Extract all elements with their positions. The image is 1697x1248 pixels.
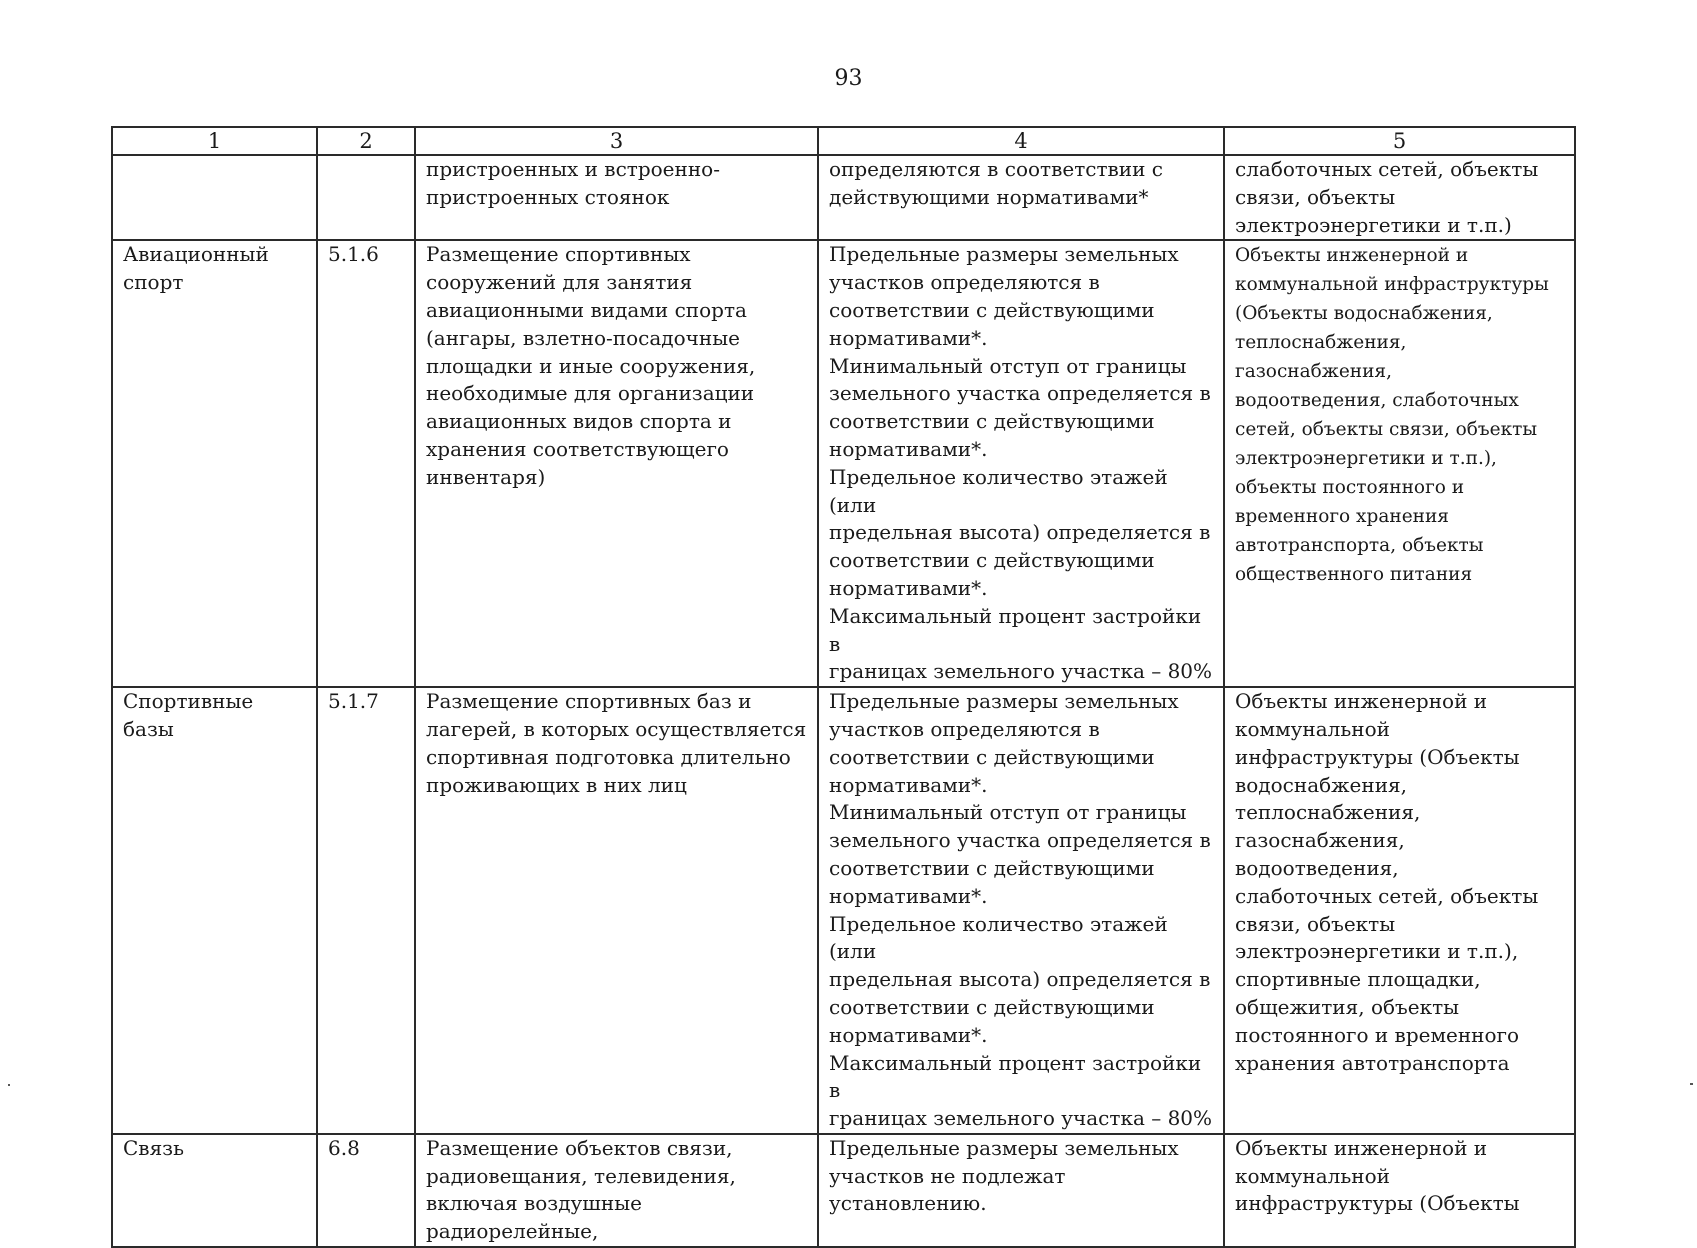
use-description-cell: Размещение объектов связи, радиовещания, телевидения, включая воздушные радиорелейные, [415,1134,818,1247]
use-description-cell: пристроенных и встроенно- пристроенных стоянок [415,155,818,240]
parameters-cell: Предельные размеры земельных участков определяются в соответствии с действующими нормативами*. Минимальный отступ от границы земельного участка определяется в соответствии с действующими нормативами*. Предельное количество этажей (или предельная высота) определяется в соответствии с действующими нормативами*. Максимальный процент застройки в границах земельного участка – 80% [818,240,1224,687]
parameters-cell: Предельные размеры земельных участков не подлежат установлению. [818,1134,1224,1247]
column-header-5: 5 [1224,127,1575,155]
land-use-table [111,126,1576,1248]
use-code-cell: 5.1.7 [317,687,415,1134]
use-code-cell: 6.8 [317,1134,415,1247]
use-name-cell: Авиационный спорт [112,240,317,687]
use-code-cell [317,155,415,240]
parameters-cell: определяются в соответствии с действующими нормативами* [818,155,1224,240]
use-description-cell: Размещение спортивных сооружений для занятия авиационными видами спорта (ангары, взлетно-посадочные площадки и иные сооружения, необходимые для организации авиационных видов спорта и хранения соответствующего инвентаря) [415,240,818,687]
column-header-2: 2 [317,127,415,155]
use-name-cell [112,155,317,240]
auxiliary-uses-cell: Объекты инженерной и коммунальной инфраструктуры (Объекты водоснабжения, теплоснабжения, газоснабжения, водоотведения, слаботочных сетей, объекты связи, объекты электроэнергетики и т.п.), объекты постоянного и временного хранения автотранспорта, объекты общественного питания [1224,240,1575,687]
table-row [112,240,1575,687]
auxiliary-uses-cell: Объекты инженерной и коммунальной инфраструктуры (Объекты водоснабжения, теплоснабжения, газоснабжения, водоотведения, слаботочных сетей, объекты связи, объекты электроэнергетики и т.п.), спортивные площадки, общежития, объекты постоянного и временного хранения автотранспорта [1224,687,1575,1134]
parameters-cell: Предельные размеры земельных участков определяются в соответствии с действующими нормативами*. Минимальный отступ от границы земельного участка определяется в соответствии с действующими нормативами*. Предельное количество этажей (или предельная высота) определяется в соответствии с действующими нормативами*. Максимальный процент застройки в границах земельного участка – 80% [818,687,1224,1134]
use-name-cell: Спортивные базы [112,687,317,1134]
table-header-row [112,127,1575,155]
table-row [112,687,1575,1134]
column-header-1: 1 [112,127,317,155]
use-name-cell: Связь [112,1134,317,1247]
use-description-cell: Размещение спортивных баз и лагерей, в которых осуществляется спортивная подготовка длительно проживающих в них лиц [415,687,818,1134]
column-header-4: 4 [818,127,1224,155]
table-row [112,155,1575,240]
use-code-cell: 5.1.6 [317,240,415,687]
table-row [112,1134,1575,1247]
column-header-3: 3 [415,127,818,155]
auxiliary-uses-cell: Объекты инженерной и коммунальной инфраструктуры (Объекты [1224,1134,1575,1247]
scan-mark-left [8,1084,10,1086]
page-number: 93 [834,66,863,91]
scan-mark-right [1690,1083,1693,1085]
auxiliary-uses-cell: слаботочных сетей, объекты связи, объекты электроэнергетики и т.п.) [1224,155,1575,240]
